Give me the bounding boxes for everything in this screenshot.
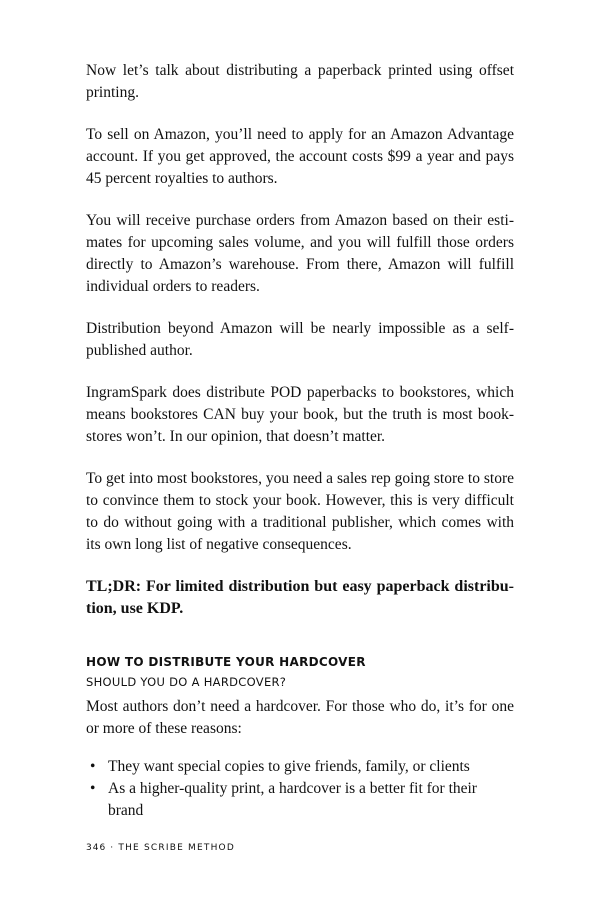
- bullet-icon: •: [90, 780, 96, 797]
- page-content: [86, 60, 514, 822]
- page-footer: [86, 843, 235, 853]
- paragraph-offset-printing: Now let’s talk about distributing a paperback printed using offset printing.: [86, 62, 514, 101]
- page-number: 346: [86, 843, 107, 853]
- hardcover-intro: Most authors don’t need a hardcover. For those who do, it’s for one or more of these reasons:: [86, 698, 514, 737]
- list-item: [88, 778, 514, 822]
- reasons-list: [86, 756, 514, 822]
- tldr-paragraph: TL;DR: For limited distribution but easy paperback distribution, use KDP.: [86, 578, 514, 617]
- paragraph-amazon-advantage: To sell on Amazon, you’ll need to apply for an Amazon Advantage account. If you get approved, the account costs $99 a year and pays 45 percent royalties to authors.: [86, 126, 514, 187]
- book-title: THE SCRIBE METHOD: [118, 843, 235, 853]
- paragraph-ingramspark: IngramSpark does distribute POD paperbacks to bookstores, which means bookstores CAN buy your book, but the truth is most bookstores won’t. In our opinion, that doesn’t matter.: [86, 384, 514, 445]
- bullet-icon: •: [90, 758, 96, 775]
- section-subheading: SHOULD YOU DO A HARDCOVER?: [86, 675, 287, 689]
- footer-separator: ·: [110, 843, 115, 853]
- list-item: [88, 756, 514, 778]
- list-item-text: As a higher-quality print, a hardcover is a better fit for their brand: [108, 780, 477, 819]
- list-item-text: They want special copies to give friends, family, or clients: [108, 758, 470, 775]
- paragraph-distribution-beyond-amazon: Distribution beyond Amazon will be nearly impossible as a self-published author.: [86, 320, 514, 359]
- paragraph-sales-rep: To get into most bookstores, you need a sales rep going store to store to convince them to stock your book. However, this is very difficult to do without going with a traditional publisher, which comes with its own long list of negative consequences.: [86, 470, 514, 553]
- paragraph-purchase-orders: You will receive purchase orders from Amazon based on their estimates for upcoming sales volume, and you will fulfill those orders directly to Amazon’s warehouse. From there, Amazon will fulfill individual orders to readers.: [86, 212, 514, 295]
- section-heading: HOW TO DISTRIBUTE YOUR HARDCOVER: [86, 655, 366, 669]
